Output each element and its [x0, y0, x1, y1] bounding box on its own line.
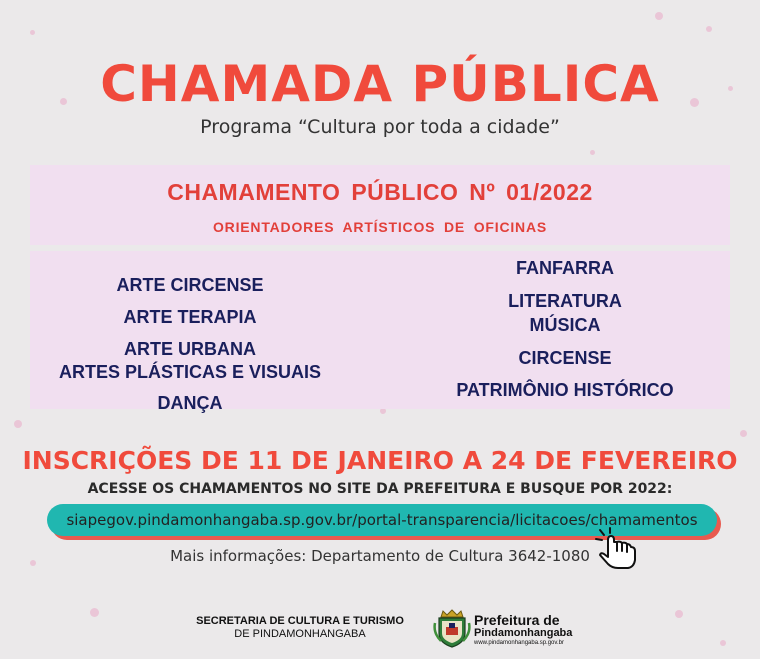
- category-item: PATRIMÔNIO HISTÓRICO: [456, 380, 674, 400]
- secretaria-logo-text: [195, 615, 405, 641]
- municipal-crest-icon: [433, 609, 471, 649]
- category-item: CIRCENSE: [518, 348, 612, 368]
- decorative-speck: [590, 150, 595, 155]
- decorative-speck: [740, 430, 747, 437]
- decorative-speck: [90, 608, 99, 617]
- decorative-speck: [675, 610, 683, 618]
- more-info-text: Mais informações: Departamento de Cultura 3642-1080: [170, 547, 590, 565]
- category-item: MÚSICA: [529, 315, 601, 335]
- category-item: DANÇA: [157, 393, 223, 413]
- decorative-speck: [655, 12, 663, 20]
- registration-dates: INSCRIÇÕES DE 11 DE JANEIRO A 24 DE FEVEREIRO: [22, 446, 738, 475]
- secretaria-line2: DE PINDAMONHANGABA: [234, 628, 366, 640]
- access-instruction: ACESSE OS CHAMAMENTOS NO SITE DA PREFEITURA E BUSQUE POR 2022:: [87, 481, 673, 497]
- notice-header-panel: [30, 165, 730, 245]
- category-item: FANFARRA: [516, 258, 614, 278]
- categories-panel: [30, 251, 730, 413]
- category-item: ARTE CIRCENSE: [116, 275, 264, 295]
- prefeitura-line1: Prefeitura de: [474, 612, 560, 628]
- prefeitura-line2: Pindamonhangaba: [474, 627, 573, 639]
- category-item: ARTE TERAPIA: [123, 307, 257, 327]
- decorative-speck: [14, 420, 22, 428]
- category-item: LITERATURA: [508, 291, 622, 311]
- secretaria-line1: SECRETARIA DE CULTURA E TURISMO: [196, 615, 404, 627]
- category-item: ARTES PLÁSTICAS E VISUAIS: [58, 362, 322, 382]
- prefeitura-logo: [474, 613, 572, 647]
- decorative-speck: [720, 640, 726, 646]
- decorative-speck: [706, 26, 712, 32]
- url-link-text[interactable]: siapegov.pindamonhangaba.sp.gov.br/portal-transparencia/licitacoes/chamamentos: [66, 511, 698, 529]
- notice-role: ORIENTADORES ARTÍSTICOS DE OFICINAS: [212, 219, 547, 235]
- category-item: ARTE URBANA: [124, 339, 256, 359]
- program-subtitle: Programa “Cultura por toda a cidade”: [200, 116, 560, 138]
- prefeitura-site: www.pindamonhangaba.sp.gov.br: [474, 640, 564, 646]
- page-title: CHAMADA PÚBLICA: [100, 55, 660, 113]
- decorative-speck: [30, 30, 35, 35]
- notice-number: CHAMAMENTO PÚBLICO Nº 01/2022: [167, 179, 593, 205]
